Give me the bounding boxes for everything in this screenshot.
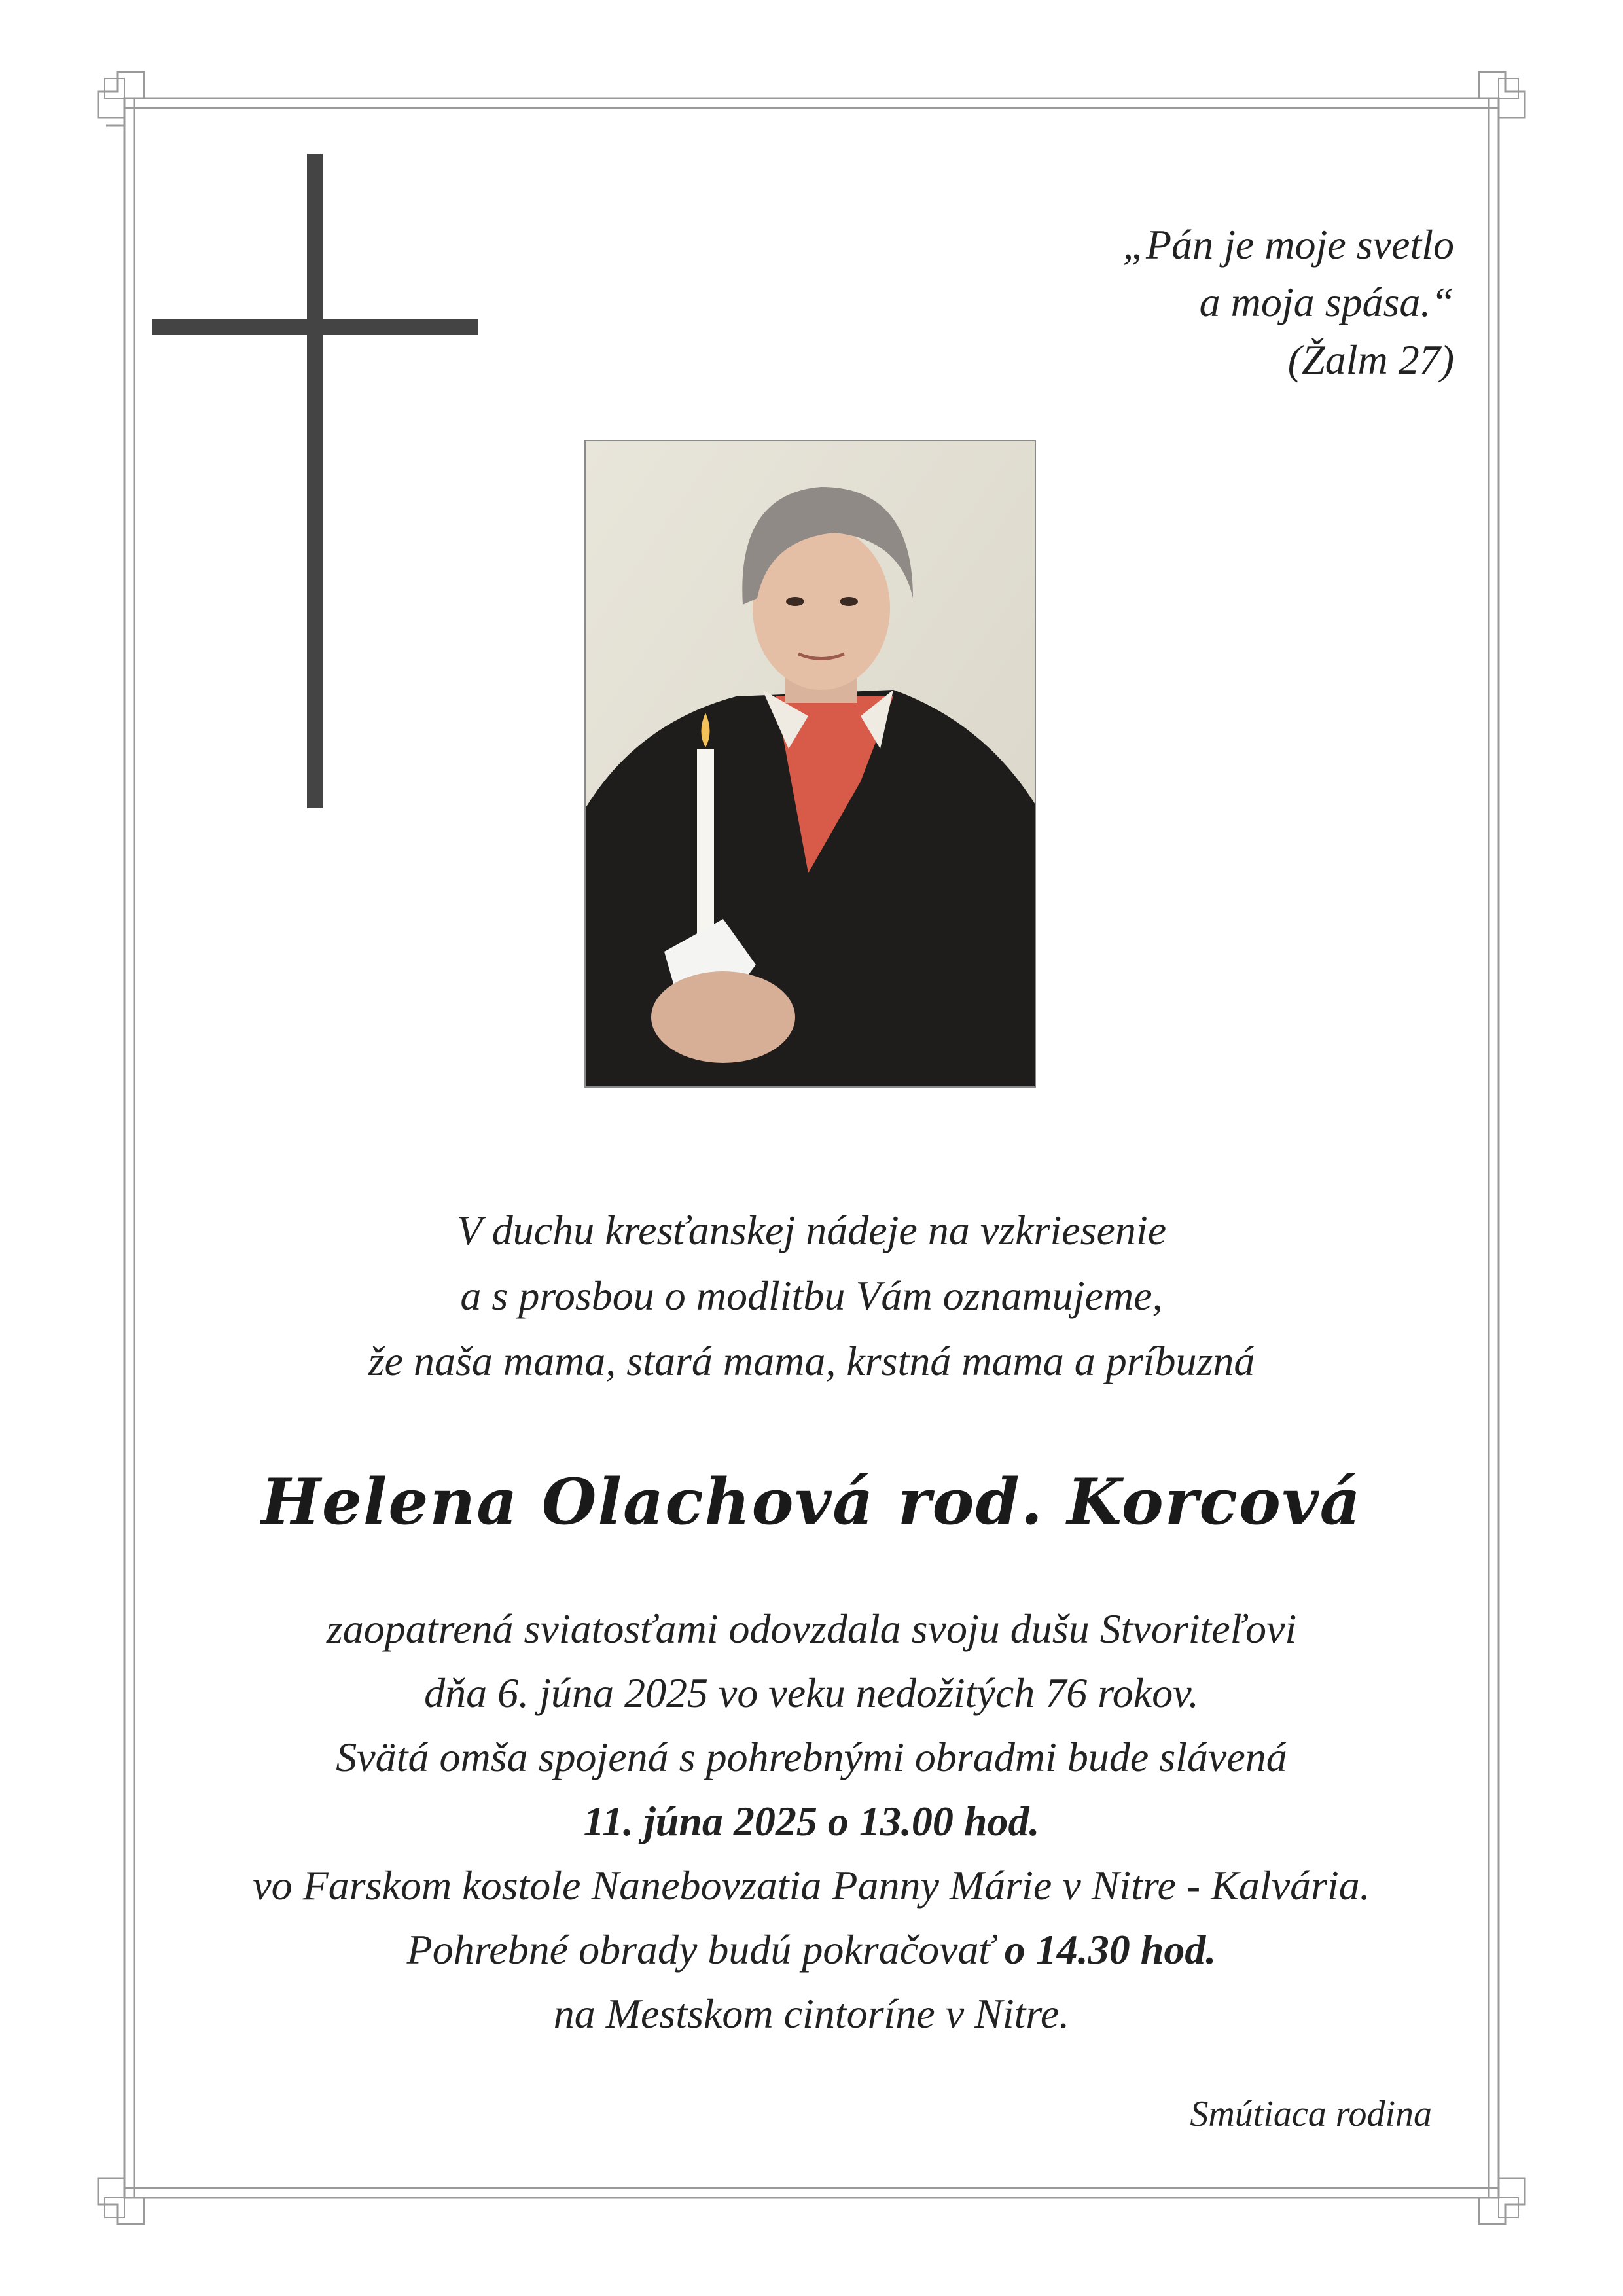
quote-line-2: a moja spása.“ [1199,279,1454,325]
portrait-photo [584,440,1036,1088]
body-line-1: zaopatrená sviatosťami odovzdala svoju dušu Stvoriteľovi [326,1605,1297,1652]
announcement-body [92,1597,1531,2046]
body-line-7: na Mestskom cintoríne v Nitre. [553,1990,1070,2037]
quote-reference: (Žalm 27) [1287,336,1454,383]
announcement-intro [157,1198,1466,1394]
family-signature: Smútiaca rodina [1190,2094,1432,2134]
cross-icon [0,0,524,851]
quote-line-1: „Pán je moje svetlo [1122,221,1454,268]
body-line-3: Svätá omša spojená s pohrebnými obradmi bude slávená [336,1734,1287,1780]
intro-line-1: V duchu kresťanskej nádeje na vzkriesenie [456,1207,1167,1253]
deceased-name: Helena Olachová rod. Korcová [261,1465,1362,1539]
body-line-6-text: Pohrebné obrady budú pokračovať [406,1926,1005,1973]
body-line-5: vo Farskom kostole Nanebovzatia Panny Márie v Nitre - Kalvária. [253,1862,1370,1909]
intro-line-3: že naša mama, stará mama, krstná mama a príbuzná [368,1338,1255,1384]
body-line-6 [92,1918,1531,1982]
mass-date-time: 11. júna 2025 o 13.00 hod. [583,1798,1040,1844]
burial-time: o 14.30 hod. [1004,1926,1217,1973]
body-line-2: dňa 6. júna 2025 vo veku nedožitých 76 rokov. [424,1670,1199,1716]
scripture-quote [800,216,1454,389]
intro-line-2: a s prosbou o modlitbu Vám oznamujeme, [460,1272,1163,1319]
